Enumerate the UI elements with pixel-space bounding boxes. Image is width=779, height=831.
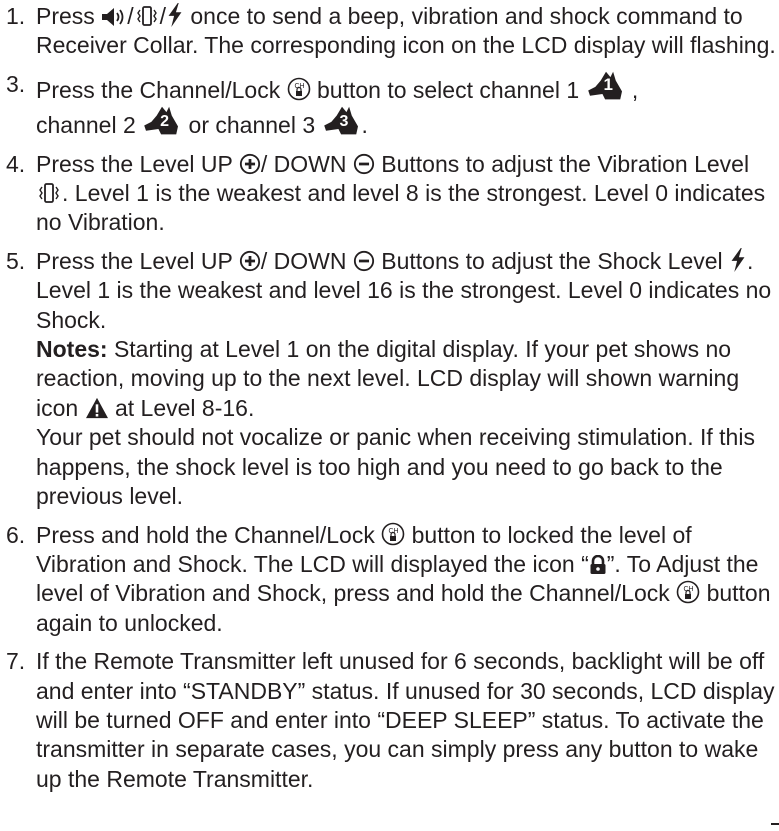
warning-triangle-icon [85,397,109,419]
step-number: 5. [6,247,26,274]
lightning-shock-icon [729,248,747,272]
plus-circle-icon [239,153,261,175]
dog-channel-2-icon: 2 [142,105,182,137]
padlock-icon [589,555,607,575]
step-number: 7. [6,648,26,675]
vibration-icon [134,5,160,27]
step-number: 3. [6,70,26,97]
notes-text: Starting at Level 1 on the digital display. If your pet shows no reaction, moving up to the next level. LCD display will shown warning icon [36,336,740,421]
plus-circle-icon [239,250,261,272]
step-4 [6,150,776,238]
step-1 [6,2,776,61]
step-7 [6,647,776,794]
lightning-shock-icon [166,3,184,27]
notes-label: Notes: [36,336,108,363]
step-3 [6,70,776,141]
dog-channel-1-icon: 1 [586,70,626,102]
step-text: Press and hold the Channel/Lock button to locked the level of Vibration and Shock. The LCD will displayed the icon “ ”. To Adjust the level of Vibration and Shock, press and hold the Channel/Lock button again to unlocked. [36,521,771,636]
step-number: 6. [6,521,26,548]
minus-circle-icon [353,250,375,272]
channel-lock-button-icon [676,580,700,604]
caution-paragraph: Your pet should not vocalize or panic when receiving stimulation. If this happens, the shock level is too high and you need to go back to the previous level. [36,424,755,510]
step-6 [6,521,776,639]
step-text: Press / / once to send a beep, vibration and shock command to Receiver Collar. The corresponding icon on the LCD display will flashing. [36,3,776,59]
channel-lock-button-icon [287,77,311,101]
minus-circle-icon [353,153,375,175]
instruction-page [6,2,776,794]
vibration-icon [36,182,62,204]
channel-lock-button-icon [381,522,405,546]
step-text: Press the Level UP / DOWN Buttons to adjust the Shock Level . Level 1 is the weakest and level 16 is the strongest. Level 0 indicates no Shock. Notes: Starting at Level 1 on the digital display. If your pet shows no reaction, moving up to the next level. LCD display will shown warning icon at Level 8-16. Your pet should not vocalize or panic when receiving stimulation. If this happens, the shock level is too high and you need to go back to the previous level. [36,247,772,510]
step-text: If the Remote Transmitter left unused for 6 seconds, backlight will be off and enter into “STANDBY” status. If unused for 30 seconds, LCD display will be turned OFF and enter into “DEEP SLEEP” status. To activate the transmitter in separate cases, you can simply press any button to wake up the Remote Transmitter. [36,648,775,792]
step-5 [6,247,776,512]
speaker-beep-icon [101,7,127,27]
dog-channel-3-icon: 3 [322,105,362,137]
step-number: 1. [6,3,26,29]
step-text: Press the Level UP / DOWN Buttons to adjust the Vibration Level . Level 1 is the weakest and level 8 is the strongest. Level 0 indicates no Vibration. [36,150,766,236]
step-text: Press the Channel/Lock button to select channel 1 1 , channel 2 2 or channel 3 3 . [36,70,776,141]
step-number: 4. [6,150,26,177]
page-edge-mark [771,823,779,825]
